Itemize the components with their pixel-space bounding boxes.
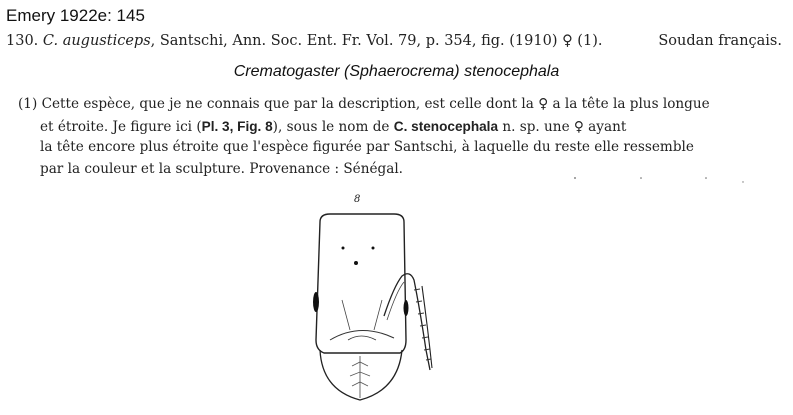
footnote-text-1: Cette espèce, que je ne connais que par la description, est celle dont la ♀ a la tête la plus longue	[41, 96, 710, 112]
footnote-text-2a: et étroite. Je figure ici (	[40, 118, 202, 135]
entry-number: 130.	[6, 33, 39, 49]
footnote-marker: (1)	[18, 96, 38, 112]
page-header: Emery 1922e: 145	[6, 6, 145, 25]
entry-citation: , Santschi, Ann. Soc. Ent. Fr. Vol. 79, p. 354, fig. (1910) ♀ (1).	[150, 33, 603, 49]
genus-abbreviation: C.	[42, 33, 59, 49]
taxon-heading: Crematogaster (Sphaerocrema) stenocephala	[233, 63, 560, 80]
footnote-line-3: la tête encore plus étroite que l'espèce figurée par Santschi, à laquelle du reste elle ressemble	[40, 139, 694, 155]
footnote-text-2c: n. sp. une ♀ ayant	[498, 118, 627, 135]
footnote	[18, 94, 790, 180]
footnote-line-4: par la couleur et la sculpture. Provenance : Sénégal.	[40, 160, 403, 177]
species-name: augusticeps	[62, 33, 151, 49]
new-species-name: C. stenocephala	[393, 118, 499, 134]
catalog-entry	[6, 33, 790, 49]
figure-number: 8	[354, 194, 361, 205]
footnote-text-2b: ), sous le nom de	[272, 118, 394, 135]
entry-locality: Soudan français.	[658, 33, 782, 49]
figure-reference: Pl. 3, Fig. 8	[201, 118, 273, 134]
footnote-line-2	[18, 116, 790, 138]
footnote-line-1	[18, 94, 790, 116]
ant-head-figure	[290, 190, 440, 410]
ant-head-illustration	[290, 190, 440, 410]
